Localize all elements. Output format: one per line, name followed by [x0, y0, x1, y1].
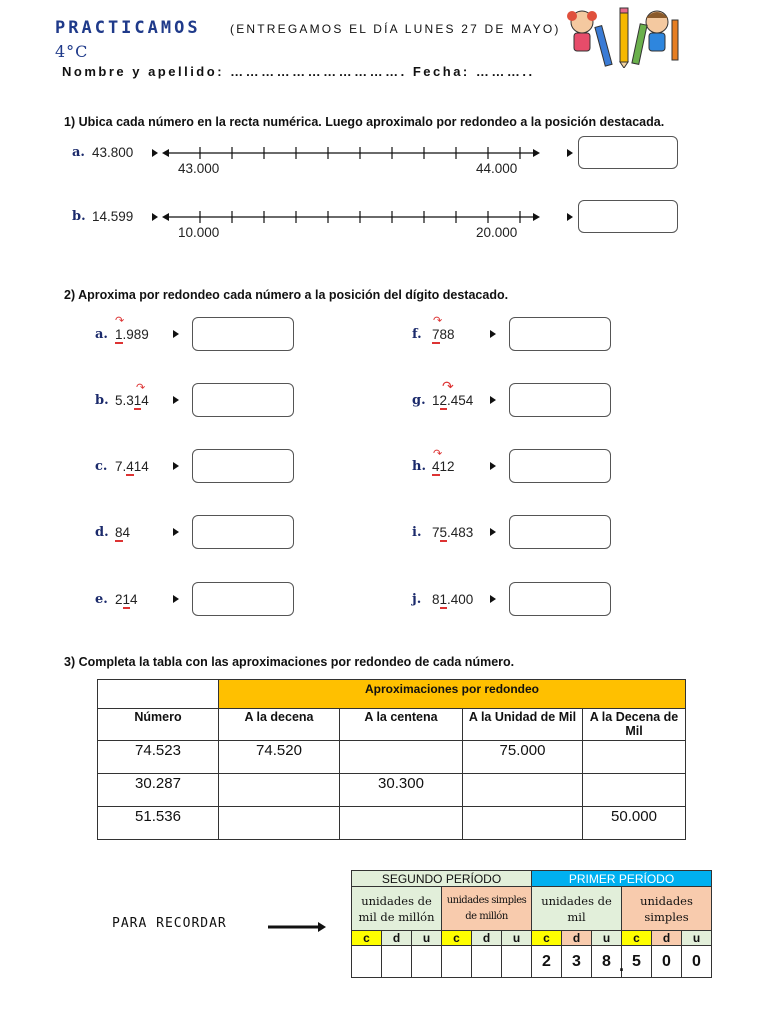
highlighted-digit: 4: [126, 459, 134, 474]
arrow-right-icon: [173, 396, 179, 404]
q2-item-label: b.: [95, 393, 109, 408]
answer-box[interactable]: [192, 515, 294, 549]
q2-item-label: f.: [412, 327, 422, 342]
question-2-prompt: 2) Aproxima por redondeo cada número a la posición del dígito destacado.: [64, 288, 509, 302]
arrow-right-icon: [152, 149, 158, 157]
answer-box[interactable]: [509, 515, 611, 549]
q2-item-number: 75.483: [432, 525, 474, 540]
number-line-right-label: 20.000: [476, 225, 518, 240]
period-header: SEGUNDO PERÍODO: [352, 871, 532, 887]
arrow-right-icon: [490, 330, 496, 338]
answer-box[interactable]: [192, 449, 294, 483]
curved-arrow-icon: ↷: [115, 315, 125, 327]
curved-arrow-icon: ↷: [433, 448, 443, 460]
q1-item-number: 43.800: [92, 145, 134, 160]
place-letter: d: [382, 931, 412, 946]
name-date-line: Nombre y apellido: ……………………………. Fecha: ………..: [62, 64, 535, 79]
highlighted-digit: 1: [122, 592, 131, 607]
question-1-prompt: 1) Ubica cada número en la recta numérica. Luego aproximalo por redondeo a la posición destacada.: [64, 115, 665, 129]
arrow-right-icon: [152, 213, 158, 221]
table-row: [98, 741, 686, 774]
answer-box[interactable]: [192, 317, 294, 351]
place-letter: u: [592, 931, 622, 946]
place-letter: d: [472, 931, 502, 946]
curved-arrow-icon: ↷: [433, 315, 443, 327]
table-cell[interactable]: [219, 807, 340, 840]
highlighted-digit: 1: [115, 327, 123, 342]
arrow-right-icon: [490, 396, 496, 404]
reminder-label: PARA RECORDAR: [112, 916, 227, 931]
arrow-right-icon: [173, 330, 179, 338]
q2-item-label: a.: [95, 327, 108, 342]
q2-item-label: j.: [412, 592, 422, 607]
group-header: unidades simples de millón: [442, 887, 532, 931]
page-title: PRACTICAMOS: [55, 18, 201, 38]
arrow-right-icon: [268, 920, 328, 934]
table-cell[interactable]: 30.300: [340, 774, 463, 807]
q2-item-number: 5.314: [115, 393, 149, 408]
digit-cell: [502, 946, 532, 978]
q2-item-label: d.: [95, 525, 109, 540]
answer-box[interactable]: [578, 136, 678, 169]
arrow-right-icon: [567, 149, 573, 157]
table-cell[interactable]: 75.000: [463, 741, 583, 774]
digit-cell: 5: [622, 946, 652, 978]
table-cell: 51.536: [98, 807, 219, 840]
place-letter: c: [442, 931, 472, 946]
q2-item-label: g.: [412, 393, 426, 408]
place-letter: u: [682, 931, 712, 946]
q2-item-number: 214: [115, 592, 138, 607]
delivery-note: (ENTREGAMOS EL DÍA LUNES 27 DE MAYO): [230, 22, 561, 36]
kids-illustration-icon: [562, 6, 682, 68]
table-cell[interactable]: 50.000: [583, 807, 686, 840]
answer-box[interactable]: [192, 383, 294, 417]
curved-arrow-icon: ↷: [136, 382, 146, 394]
arrow-right-icon: [173, 595, 179, 603]
table-header: A la decena: [219, 709, 340, 741]
q2-item-label: h.: [412, 459, 426, 474]
digit-cell: 2: [532, 946, 562, 978]
table-cell: 30.287: [98, 774, 219, 807]
place-value-chart: [351, 870, 712, 978]
table-corner-cell: [98, 680, 219, 709]
place-letter: u: [502, 931, 532, 946]
q1-item-label: a.: [72, 145, 85, 160]
thousands-dot: .: [619, 955, 625, 975]
answer-box[interactable]: [192, 582, 294, 616]
q1-item-label: b.: [72, 209, 86, 224]
q2-item-number: 1.989: [115, 327, 149, 342]
answer-box[interactable]: [509, 582, 611, 616]
curved-arrow-icon: ↷: [442, 378, 454, 394]
highlighted-digit: 1: [133, 393, 142, 408]
answer-box[interactable]: [578, 200, 678, 233]
q2-item-label: e.: [95, 592, 108, 607]
q2-item-number: 412: [432, 459, 455, 474]
period-header: PRIMER PERÍODO: [532, 871, 712, 887]
table-cell[interactable]: [583, 774, 686, 807]
question-3-prompt: 3) Completa la tabla con las aproximaciones por redondeo de cada número.: [64, 655, 515, 669]
table-header: Número: [98, 709, 219, 741]
q2-item-number: 84: [115, 525, 131, 540]
table-cell[interactable]: [219, 774, 340, 807]
table-header: A la centena: [340, 709, 463, 741]
highlighted-digit: 1: [439, 592, 448, 607]
arrow-right-icon: [173, 528, 179, 536]
rounding-table: [97, 679, 686, 840]
table-header: A la Unidad de Mil: [463, 709, 583, 741]
table-cell[interactable]: [340, 741, 463, 774]
table-cell[interactable]: [340, 807, 463, 840]
highlighted-digit: 4: [432, 459, 440, 474]
q2-item-number: 7.414: [115, 459, 149, 474]
answer-box[interactable]: [509, 449, 611, 483]
table-cell[interactable]: 74.520: [219, 741, 340, 774]
group-header: unidades de mil: [532, 887, 622, 931]
place-letter: u: [412, 931, 442, 946]
arrow-right-icon: [173, 462, 179, 470]
highlighted-digit: 8: [115, 525, 123, 540]
digit-cell: 3: [562, 946, 592, 978]
table-group-header: Aproximaciones por redondeo: [219, 680, 686, 709]
place-letter: c: [622, 931, 652, 946]
digit-cell: [472, 946, 502, 978]
table-row: [98, 807, 686, 840]
digit-cell: [352, 946, 382, 978]
arrow-right-icon: [490, 462, 496, 470]
group-header: unidades de mil de millón: [352, 887, 442, 931]
number-line-left-label: 10.000: [178, 225, 220, 240]
digit-cell: [412, 946, 442, 978]
digit-cell: [382, 946, 412, 978]
q2-item-number: 81.400: [432, 592, 474, 607]
q1-item-number: 14.599: [92, 209, 134, 224]
place-letter: d: [562, 931, 592, 946]
arrow-right-icon: [490, 528, 496, 536]
q2-item-label: c.: [95, 459, 108, 474]
highlighted-digit: 5: [439, 525, 448, 540]
table-cell[interactable]: [463, 807, 583, 840]
table-row: [98, 774, 686, 807]
q2-item-label: i.: [412, 525, 422, 540]
digit-cell: 0: [682, 946, 712, 978]
grade-label: 4°C: [55, 42, 89, 61]
digit-cell: 8: [592, 946, 622, 978]
arrow-right-icon: [490, 595, 496, 603]
number-line-right-label: 44.000: [476, 161, 518, 176]
place-letter: c: [352, 931, 382, 946]
digit-cell: [442, 946, 472, 978]
arrow-right-icon: [567, 213, 573, 221]
answer-box[interactable]: [509, 383, 611, 417]
q2-item-number: 12.454: [432, 393, 474, 408]
q2-item-number: 788: [432, 327, 455, 342]
highlighted-digit: 7: [432, 327, 440, 342]
table-cell[interactable]: [583, 741, 686, 774]
table-cell: 74.523: [98, 741, 219, 774]
number-line-left-label: 43.000: [178, 161, 220, 176]
highlighted-digit: 2: [439, 393, 448, 408]
digit-cell: 0: [652, 946, 682, 978]
group-header: unidades simples: [622, 887, 712, 931]
table-header: A la Decena de Mil: [583, 709, 686, 741]
place-letter: d: [652, 931, 682, 946]
answer-box[interactable]: [509, 317, 611, 351]
table-cell[interactable]: [463, 774, 583, 807]
place-letter: c: [532, 931, 562, 946]
